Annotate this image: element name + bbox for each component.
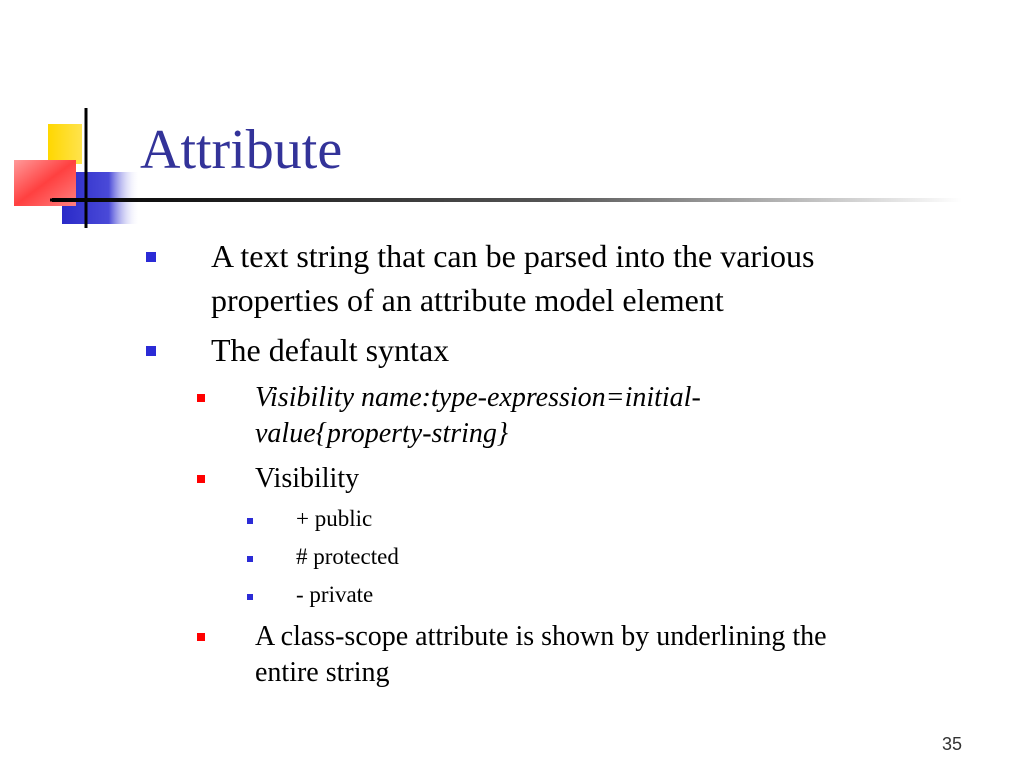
logo-yellow-square	[48, 124, 82, 164]
bullet-text: Visibility	[255, 463, 360, 494]
page-number: 35	[941, 734, 962, 754]
bullet-marker-level2	[197, 633, 205, 641]
bullet-text: A text string that can be parsed into the various properties of an attribute model element	[211, 238, 815, 318]
bullet-marker-level2	[197, 475, 205, 483]
bullet-marker-level1	[146, 346, 156, 356]
slide-title: Attribute	[140, 119, 343, 181]
bullet-marker-level2	[197, 394, 205, 402]
bullet-text: + public	[296, 506, 373, 531]
bullet-marker-level3	[247, 518, 253, 524]
title-divider	[52, 198, 962, 204]
bullet-text: # protected	[296, 544, 399, 569]
bullet-marker-level1	[146, 252, 156, 262]
bullet-marker-level3	[247, 594, 253, 600]
bullet-text: A class-scope attribute is shown by underlining the entire string	[255, 621, 827, 688]
bullet-text-syntax: Visibility name:type-expression=initial- value{property-string}	[255, 382, 701, 449]
bullet-text: The default syntax	[211, 332, 450, 368]
bullet-text: - private	[296, 582, 374, 607]
slide-logo-graphic	[0, 0, 150, 240]
bullet-marker-level3	[247, 556, 253, 562]
